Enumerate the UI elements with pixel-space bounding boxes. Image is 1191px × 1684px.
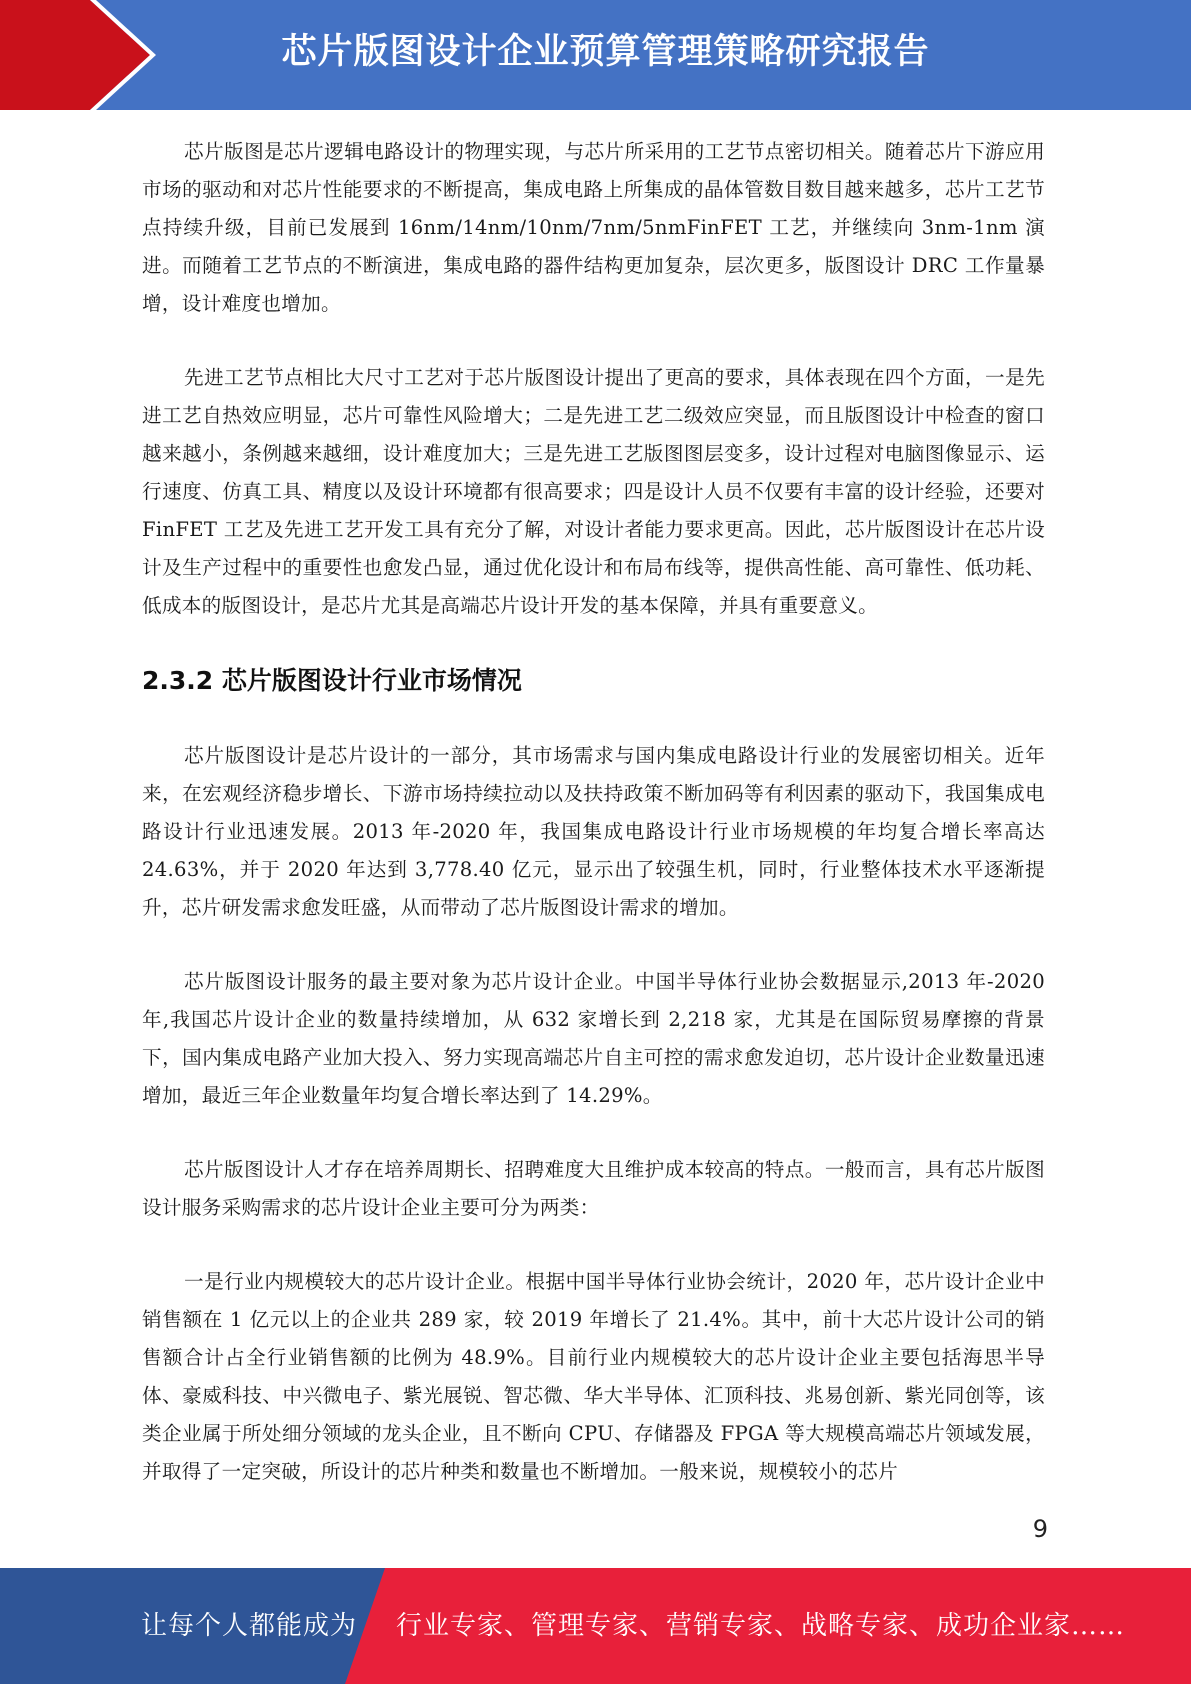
paragraph: 一是行业内规模较大的芯片设计企业。根据中国半导体行业协会统计，2020 年，芯片设计企业中销售额在 1 亿元以上的企业共 289 家，较 2019 年增长了 21.4%。其中，前十大芯片设计公司的销售额合计占全行业销售额的比例为 48.9%。目前行业内规模较大的芯片设计企业主要包括海思半导体、豪威科技、中兴微电子、紫光展锐、智芯微、华大半导体、汇顶科技、兆易创新、紫光同创等，该类企业属于所处细分领域的龙头企业，且不断向 CPU、存储器及 FPGA 等大规模高端芯片领域发展，并取得了一定突破，所设计的芯片种类和数量也不断增加。一般来说，规模较小的芯片 [142, 1270, 1045, 1483]
paragraph: 芯片版图设计人才存在培养周期长、招聘难度大且维护成本较高的特点。一般而言，具有芯片版图设计服务采购需求的芯片设计企业主要可分为两类： [142, 1158, 1045, 1219]
paragraph: 芯片版图设计是芯片设计的一部分，其市场需求与国内集成电路设计行业的发展密切相关。近年来，在宏观经济稳步增长、下游市场持续拉动以及扶持政策不断加码等有利因素的驱动下，我国集成电路设计行业迅速发展。2013 年-2020 年，我国集成电路设计行业市场规模的年均复合增长率高达 24.63%，并于 2020 年达到 3,778.40 亿元，显示出了较强生机，同时，行业整体技术水平逐渐提升，芯片研发需求愈发旺盛，从而带动了芯片版图设计需求的增加。 [142, 744, 1045, 919]
paragraph: 先进工艺节点相比大尺寸工艺对于芯片版图设计提出了更高的要求，具体表现在四个方面，一是先进工艺自热效应明显，芯片可靠性风险增大；二是先进工艺二级效应突显，而且版图设计中检查的窗口越来越小，条例越来越细，设计难度加大；三是先进工艺版图图层变多，设计过程对电脑图像显示、运行速度、仿真工具、精度以及设计环境都有很高要求；四是设计人员不仅要有丰富的设计经验，还要对 FinFET 工艺及先进工艺开发工具有充分了解，对设计者能力要求更高。因此，芯片版图设计在芯片设计及生产过程中的重要性也愈发凸显，通过优化设计和布局布线等，提供高性能、高可靠性、低功耗、低成本的版图设计，是芯片尤其是高端芯片设计开发的基本保障，并具有重要意义。 [142, 366, 1045, 617]
page-content [142, 133, 1045, 1491]
document-title: 芯片版图设计企业预算管理策略研究报告 [281, 32, 930, 72]
paragraph: 芯片版图是芯片逻辑电路设计的物理实现，与芯片所采用的工艺节点密切相关。随着芯片下游应用市场的驱动和对芯片性能要求的不断提高，集成电路上所集成的晶体管数目数目越来越多，芯片工艺节点持续升级，目前已发展到 16nm/14nm/10nm/7nm/5nmFinFET 工艺，并继续向 3nm-1nm 演进。而随着工艺节点的不断演进，集成电路的器件结构更加复杂，层次更多，版图设计 DRC 工作量暴增，设计难度也增加。 [142, 140, 1045, 315]
footer-slogan-left: 让每个人都能成为 [141, 1611, 358, 1641]
page-header [0, 0, 1191, 110]
paragraph: 芯片版图设计服务的最主要对象为芯片设计企业。中国半导体行业协会数据显示,2013 年-2020 年,我国芯片设计企业的数量持续增加，从 632 家增长到 2,218 家，尤其是在国际贸易摩擦的背景下，国内集成电路产业加大投入、努力实现高端芯片自主可控的需求愈发迫切，芯片设计企业数量迅速增加，最近三年企业数量年均复合增长率达到了 14.29%。 [142, 970, 1045, 1107]
page-number: 9 [1032, 1515, 1048, 1543]
footer-slogan-right: 行业专家、管理专家、营销专家、战略专家、成功企业家…… [396, 1611, 1126, 1641]
section-heading: 2.3.2 芯片版图设计行业市场情况 [142, 666, 522, 695]
page-footer [0, 1568, 1191, 1684]
